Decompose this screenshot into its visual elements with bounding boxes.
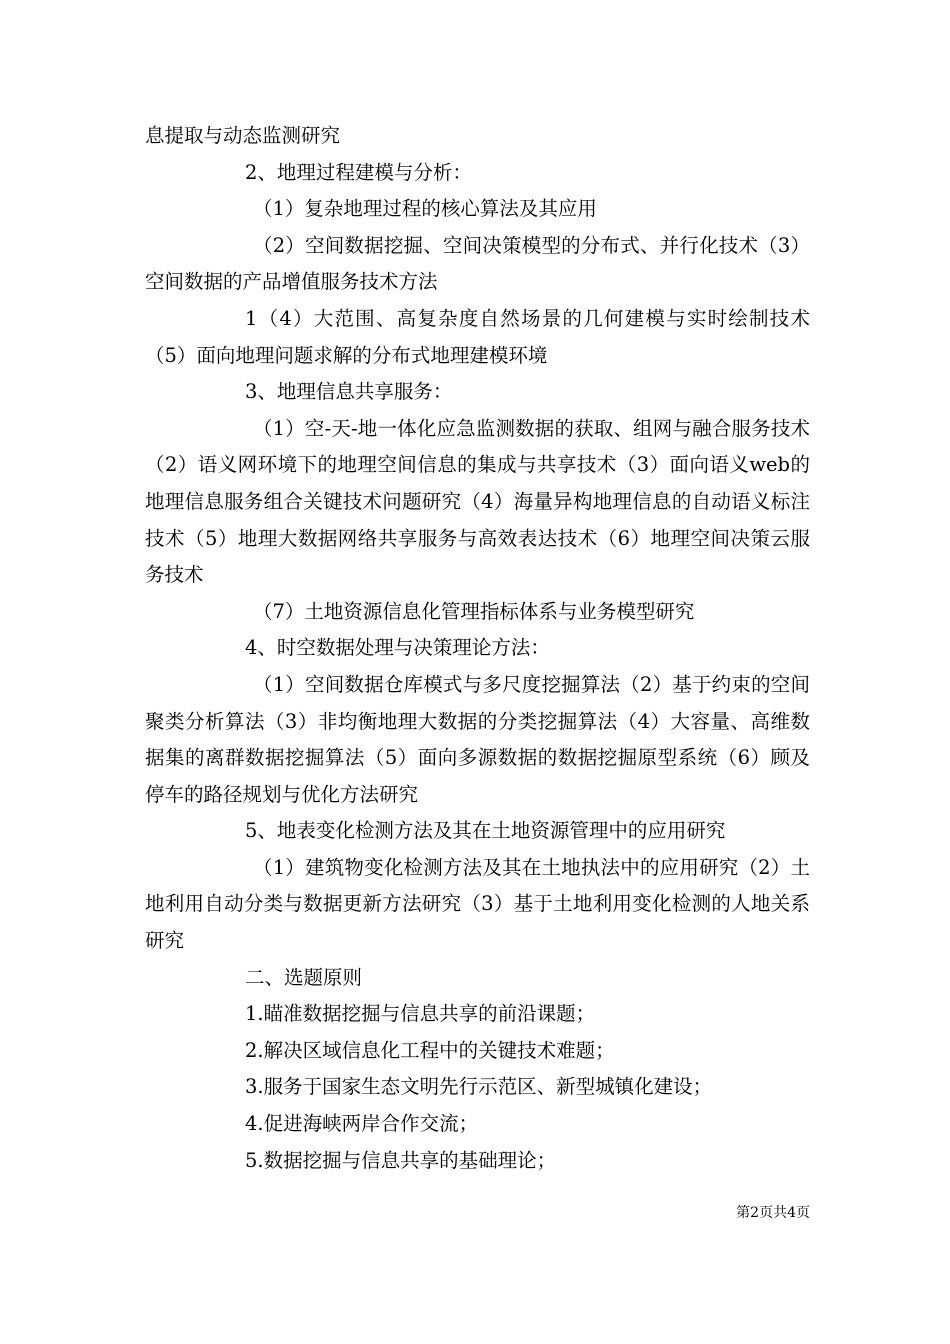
paragraph-11: 5、地表变化检测方法及其在土地资源管理中的应用研究 [245, 819, 726, 843]
paragraph-8: （7）土地资源信息化管理指标体系与业务模型研究 [253, 599, 695, 623]
paragraph-5: 1（4）大范围、高复杂度自然场景的几何建模与实时绘制技术（5）面向地理问题求解的分布式地理建模环境 [145, 306, 810, 367]
paragraph-9: 4、时空数据处理与决策理论方法： [245, 636, 550, 660]
paragraph-1: 息提取与动态监测研究 [145, 124, 341, 147]
page-footer: 第2页共4页 [736, 1205, 810, 1221]
principle-item-1: 1.瞄准数据挖掘与信息共享的前沿课题； [245, 1002, 596, 1026]
paragraph-10: （1）空间数据仓库模式与多尺度挖掘算法（2）基于约束的空间聚类分析算法（3）非均衡地理大数据的分类挖掘算法（4）大容量、高维数据集的离群数据挖掘算法（5）面向多源数据的数据挖掘原型系统（6）顾及停车的路径规划与优化方法研究 [145, 672, 810, 806]
principle-item-5: 5.数据挖掘与信息共享的基础理论； [245, 1148, 557, 1172]
document-body [145, 118, 810, 1179]
paragraph-7: （1）空-天-地一体化应急监测数据的获取、组网与融合服务技术（2）语义网环境下的地理空间信息的集成与共享技术（3）面向语义web的地理信息服务组合关键技术问题研究（4）海量异构地理信息的自动语义标注技术（5）地理大数据网络共享服务与高效表达技术（6）地理空间决策云服务技术 [145, 416, 810, 587]
paragraph-6: 3、地理信息共享服务： [245, 380, 453, 404]
section-heading: 二、选题原则 [245, 965, 363, 989]
paragraph-12: （1）建筑物变化检测方法及其在土地执法中的应用研究（2）土地利用自动分类与数据更新方法研究（3）基于土地利用变化检测的人地关系研究 [145, 855, 810, 953]
principle-item-4: 4.促进海峡两岸合作交流； [245, 1112, 479, 1136]
paragraph-3: （1）复杂地理过程的核心算法及其应用 [253, 197, 597, 221]
principle-item-2: 2.解决区域信息化工程中的关键技术难题； [245, 1038, 615, 1062]
principle-item-3: 3.服务于国家生态文明先行示范区、新型城镇化建设； [245, 1075, 713, 1099]
paragraph-2: 2、地理过程建模与分析： [245, 160, 472, 184]
paragraph-4: （2）空间数据挖掘、空间决策模型的分布式、并行化技术（3）空间数据的产品增值服务技术方法 [145, 233, 810, 294]
